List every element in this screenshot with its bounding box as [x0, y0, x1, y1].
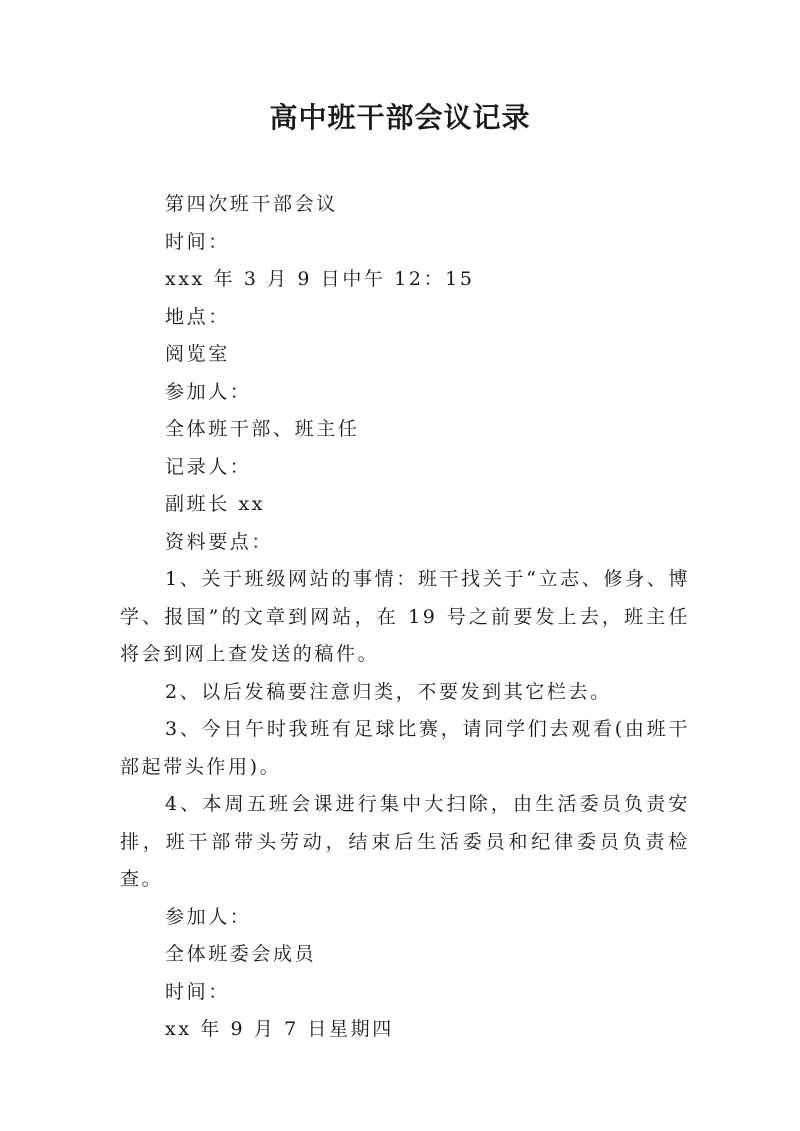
location-value: 阅览室: [165, 343, 230, 365]
document-body: [120, 186, 690, 1049]
second-attendees-label: 参加人：: [165, 905, 252, 928]
key-point-item: 1、关于班级网站的事情：班干找关于“立志、修身、博学、报国”的文章到网站，在 19 号之前要发上去，班主任将会到网上查发送的稿件。: [120, 568, 690, 665]
document-title: 高中班干部会议记录: [269, 101, 531, 134]
second-time-label: 时间：: [165, 980, 230, 1003]
key-point-item: 4、本周五班会课进行集中大扫除，由生活委员负责安排，班干部带头劳动，结束后生活委员和纪律委员负责检查。: [120, 793, 690, 890]
recorder-value: 副班长 xx: [165, 493, 266, 515]
second-attendees-value: 全体班委会成员: [165, 943, 317, 965]
location-label: 地点：: [165, 305, 230, 328]
recorder-label: 记录人：: [165, 455, 252, 478]
meeting-name: 第四次班干部会议: [165, 193, 338, 215]
time-value: xxx 年 3 月 9 日中午 12：15: [165, 268, 475, 290]
time-label: 时间：: [165, 230, 230, 253]
key-point-item: 3、今日午时我班有足球比赛，请同学们去观看(由班干部起带头作用)。: [120, 718, 690, 778]
key-points-label: 资料要点：: [165, 530, 274, 553]
attendees-value: 全体班干部、班主任: [165, 418, 360, 440]
key-point-item: 2、以后发稿要注意归类，不要发到其它栏去。: [165, 680, 612, 703]
second-time-value: xx 年 9 月 7 日星期四: [165, 1018, 394, 1040]
attendees-label: 参加人：: [165, 380, 252, 403]
